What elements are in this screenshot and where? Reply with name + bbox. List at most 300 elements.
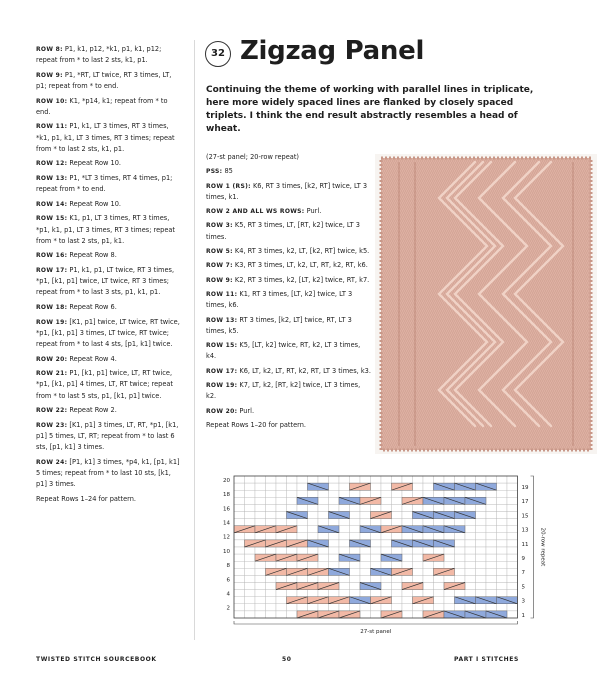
chart-cell [276, 490, 287, 497]
chart-cell [402, 476, 413, 483]
chart-cell [308, 533, 319, 540]
repeat-label: 20-row repeat [539, 527, 546, 567]
chart-cell [455, 540, 466, 547]
chart-cell [413, 590, 424, 597]
chart-cell [497, 561, 508, 568]
chart-cell [434, 561, 445, 568]
chart-cell [465, 547, 476, 554]
chart-cell [455, 590, 466, 597]
chart-cell [318, 512, 329, 519]
chart-cell [255, 476, 266, 483]
chart-cell [266, 575, 277, 582]
chart-cell [360, 490, 371, 497]
chart-cell [350, 519, 361, 526]
chart-cell [371, 490, 382, 497]
chart-cell [339, 540, 350, 547]
chart-cell [507, 512, 518, 519]
row-text: [K1, p1] 3 times, LT, RT, *p1, [k1, p1] 5 times, LT, RT; repeat from * to last 6 sts, [p1, k1] 3 times. [36, 420, 179, 452]
chart-cell [308, 504, 319, 511]
chart-cell [497, 554, 508, 561]
chart-cell [381, 497, 392, 504]
chart-cell [329, 575, 340, 582]
chart-cell [486, 476, 497, 483]
chart-cell [297, 561, 308, 568]
row-instruction [36, 158, 182, 169]
chart-cell [465, 590, 476, 597]
chart-cell [423, 483, 434, 490]
chart-cell [392, 512, 403, 519]
chart-cell [423, 547, 434, 554]
pattern-instructions [206, 152, 372, 434]
row-label: ROW 11: [36, 123, 68, 131]
chart-cell [318, 561, 329, 568]
chart-cell [455, 575, 466, 582]
chart-cell [402, 504, 413, 511]
chart-cell [392, 583, 403, 590]
chart-cell [507, 533, 518, 540]
pattern-number-badge: 32 [205, 41, 231, 67]
chart-cell [276, 533, 287, 540]
chart-cell [507, 519, 518, 526]
row-label: ROW 17: [206, 367, 238, 375]
chart-cell [266, 533, 277, 540]
chart-cell [339, 526, 350, 533]
chart-cell [486, 604, 497, 611]
chart-cell [507, 575, 518, 582]
chart-cell [318, 490, 329, 497]
chart-cell [350, 575, 361, 582]
chart-cell [497, 483, 508, 490]
chart-cell [444, 554, 455, 561]
chart-cell [276, 497, 287, 504]
chart-cell [266, 476, 277, 483]
chart-cell [465, 504, 476, 511]
row-label: ROW 2 AND ALL WS ROWS: [206, 208, 305, 216]
chart-cell [413, 490, 424, 497]
chart-cell [339, 490, 350, 497]
chart-cell [402, 554, 413, 561]
chart-cell [308, 575, 319, 582]
chart-cell [434, 604, 445, 611]
chart-cell [444, 519, 455, 526]
chart-cell [287, 490, 298, 497]
chart-cell [486, 497, 497, 504]
chart-cell [402, 597, 413, 604]
pattern-row [206, 366, 372, 377]
chart-cell [371, 476, 382, 483]
row-label: ROW 22: [36, 407, 68, 415]
chart-cell [371, 590, 382, 597]
chart-cell [392, 533, 403, 540]
chart-cell [476, 547, 487, 554]
chart-cell [465, 568, 476, 575]
row-text: K3, RT 3 times, LT, k2, LT, RT, k2, RT, k6. [234, 261, 368, 270]
chart-cell [423, 590, 434, 597]
chart-cell [476, 512, 487, 519]
chart-cell [423, 533, 434, 540]
chart-cell [339, 483, 350, 490]
chart-cell [276, 483, 287, 490]
row-text: K1, RT 3 times, [LT, k2] twice, LT 3 times, k6. [206, 289, 353, 310]
chart-cell [245, 568, 256, 575]
chart-cell [297, 519, 308, 526]
chart-cell [465, 561, 476, 568]
chart-cell [287, 590, 298, 597]
chart-cell [392, 519, 403, 526]
chart-cell [465, 476, 476, 483]
intro-paragraph: Continuing the theme of working with parallel lines in triplicate, here more widely spaced lines are flanked by closely spaced triplets. I think the end result abstractly resembles a head of wheat. [206, 85, 534, 134]
chart-cell [276, 476, 287, 483]
row-instruction [36, 354, 182, 365]
chart-cell [287, 547, 298, 554]
chart-cell [308, 519, 319, 526]
chart-cell [276, 547, 287, 554]
chart-cell [339, 561, 350, 568]
row-text: Repeat Row 10. [69, 159, 121, 168]
row-text: K4, RT 3 times, k2, LT, [k2, RT] twice, k5. [234, 247, 370, 256]
chart-cell [350, 604, 361, 611]
chart-cell [318, 504, 329, 511]
chart-cell [234, 561, 245, 568]
chart-cell [245, 547, 256, 554]
chart-cell [444, 604, 455, 611]
panel-label: 27-st panel [360, 629, 392, 635]
chart-cell [360, 561, 371, 568]
chart-cell [318, 519, 329, 526]
chart-cell [245, 561, 256, 568]
pattern-row [206, 420, 372, 431]
chart-cell [339, 519, 350, 526]
chart-cell [434, 575, 445, 582]
chart-cell [476, 575, 487, 582]
chart-cell [497, 519, 508, 526]
chart-cell [266, 497, 277, 504]
chart-cell [245, 519, 256, 526]
chart-cell [392, 561, 403, 568]
chart-cell [266, 547, 277, 554]
chart-cell [245, 597, 256, 604]
chart-cell [329, 561, 340, 568]
chart-cell [339, 476, 350, 483]
row-text: Purl. [239, 406, 255, 415]
chart-cell [339, 583, 350, 590]
chart-cell [413, 483, 424, 490]
chart-cell [255, 504, 266, 511]
row-number-left: 2 [226, 605, 230, 612]
chart-cell [245, 512, 256, 519]
chart-cell [486, 568, 497, 575]
chart-cell [392, 575, 403, 582]
chart-cell [350, 504, 361, 511]
chart-cell [371, 554, 382, 561]
chart-cell [360, 512, 371, 519]
row-number-right: 1 [521, 612, 525, 619]
chart-cell [276, 604, 287, 611]
chart-cell [245, 611, 256, 618]
row-text: P1, k1, p1, LT twice, RT 3 times, *p1, [k1, p1] twice, LT twice, RT 3 times; repeat from * to last 3 sts, p1, k1, p1. [36, 265, 175, 297]
chart-cell [245, 504, 256, 511]
chart-cell [329, 504, 340, 511]
chart-cell [497, 533, 508, 540]
row-instruction [36, 317, 182, 351]
row-text: P1, k1, LT 3 times, RT 3 times, *k1, p1, k1, LT 3 times, RT 3 times; repeat from * to last 2 sts, k1, p1. [36, 122, 175, 153]
chart-cell [371, 519, 382, 526]
chart-cell [266, 490, 277, 497]
chart-cell [455, 568, 466, 575]
chart-cell [350, 533, 361, 540]
chart-cell [497, 604, 508, 611]
pattern-row [206, 275, 372, 286]
chart-cell [423, 519, 434, 526]
chart-cell [465, 604, 476, 611]
chart-cell [434, 490, 445, 497]
row-text: Repeat Row 2. [69, 406, 117, 415]
chart-cell [255, 597, 266, 604]
chart-cell [318, 533, 329, 540]
chart-cell [423, 568, 434, 575]
row-text: K6, RT 3 times, [k2, RT] twice, LT 3 times, k1. [206, 181, 368, 201]
row-label: ROW 20: [206, 407, 238, 415]
row-label: ROW 8: [36, 46, 63, 53]
chart-cell [465, 583, 476, 590]
chart-cell [297, 476, 308, 483]
row-text: Repeat Row 10. [69, 199, 121, 208]
chart-cell [255, 568, 266, 575]
chart-cell [402, 490, 413, 497]
chart-cell [486, 554, 497, 561]
chart-cell [507, 561, 518, 568]
chart-cell [245, 476, 256, 483]
chart-cell [507, 497, 518, 504]
chart-cell [476, 490, 487, 497]
chart-cell [266, 519, 277, 526]
chart-cell [350, 590, 361, 597]
chart-cell [255, 533, 266, 540]
chart-cell [476, 604, 487, 611]
chart-cell [360, 604, 371, 611]
row-label: ROW 1 (RS): [206, 182, 251, 190]
chart-cell [350, 583, 361, 590]
row-text: P1, [k1, p1] twice, LT, RT twice, *p1, [k1, p1] 4 times, LT, RT twice; repeat from * to last 5 sts, p1, [k1, p1] twice. [36, 369, 174, 400]
chart-cell [308, 590, 319, 597]
chart-cell [308, 512, 319, 519]
chart-cell [297, 483, 308, 490]
repeat-bracket [531, 476, 534, 618]
chart-cell [476, 583, 487, 590]
pattern-row [206, 206, 372, 217]
row-instruction [36, 121, 182, 155]
chart-cell [371, 533, 382, 540]
chart-cell [287, 519, 298, 526]
row-number-right: 3 [521, 598, 525, 605]
chart-cell [329, 554, 340, 561]
chart-cell [392, 497, 403, 504]
chart-cell [465, 533, 476, 540]
chart-cell [308, 561, 319, 568]
chart-cell [255, 611, 266, 618]
chart-cell [350, 512, 361, 519]
chart-cell [339, 547, 350, 554]
chart-cell [413, 476, 424, 483]
chart-cell [507, 547, 518, 554]
chart-cell [245, 490, 256, 497]
chart-cell [329, 483, 340, 490]
chart-cell [297, 590, 308, 597]
chart-cell [360, 611, 371, 618]
chart-cell [381, 540, 392, 547]
chart-cell [276, 575, 287, 582]
chart-cell [497, 547, 508, 554]
chart-cell [497, 526, 508, 533]
chart-cell [423, 476, 434, 483]
chart-cell [444, 590, 455, 597]
pattern-row [206, 315, 372, 338]
chart-cell [434, 547, 445, 554]
row-text: 85 [224, 167, 233, 176]
chart-cell [371, 540, 382, 547]
chart-cell [318, 575, 329, 582]
chart-cell [329, 490, 340, 497]
chart-cell [476, 526, 487, 533]
chart-cell [444, 504, 455, 511]
chart-cell [318, 554, 329, 561]
chart-cell [434, 504, 445, 511]
chart-cell [245, 583, 256, 590]
chart-cell [402, 575, 413, 582]
chart-cell [234, 568, 245, 575]
row-label: ROW 18: [36, 303, 68, 311]
chart-cell [392, 590, 403, 597]
chart-cell [360, 476, 371, 483]
panel-bracket [234, 621, 518, 624]
chart-cell [413, 575, 424, 582]
chart-cell [329, 604, 340, 611]
chart-cell [381, 476, 392, 483]
chart-cell [339, 604, 350, 611]
chart-cell [308, 604, 319, 611]
knitting-chart [200, 470, 560, 644]
chart-cell [266, 504, 277, 511]
chart-cell [234, 490, 245, 497]
chart-cell [434, 590, 445, 597]
row-label: PSS: [206, 168, 223, 176]
chart-cell [497, 540, 508, 547]
chart-cell [381, 533, 392, 540]
chart-cell [234, 540, 245, 547]
row-label: ROW 24: [36, 458, 68, 466]
chart-cell [455, 547, 466, 554]
knitted-swatch-photo [375, 154, 597, 454]
row-label: ROW 16: [36, 252, 68, 260]
chart-cell [360, 568, 371, 575]
chart-cell [371, 604, 382, 611]
row-number-right: 7 [521, 570, 525, 577]
chart-cell [297, 604, 308, 611]
row-label: ROW 13: [36, 174, 68, 182]
chart-cell [455, 490, 466, 497]
chart-cell [329, 533, 340, 540]
row-text: K5, RT 3 times, LT, [RT, k2] twice, LT 3 times. [206, 221, 361, 241]
chart-cell [444, 490, 455, 497]
chart-cell [360, 533, 371, 540]
chart-cell [297, 490, 308, 497]
pattern-row [206, 289, 372, 312]
chart-cell [486, 590, 497, 597]
row-text: K7, LT, k2, [RT, k2] twice, LT 3 times, k2. [206, 381, 361, 401]
chart-cell [486, 583, 497, 590]
chart-cell [465, 519, 476, 526]
chart-cell [234, 497, 245, 504]
chart-cell [455, 476, 466, 483]
row-text: Repeat Rows 1–24 for pattern. [36, 494, 137, 503]
chart-cell [350, 490, 361, 497]
chart-cell [381, 604, 392, 611]
column-divider [194, 40, 195, 640]
chart-cell [276, 504, 287, 511]
row-text: Repeat Rows 1–20 for pattern. [206, 420, 307, 429]
row-text: K2, RT 3 times, k2, [LT, k2] twice, RT, k7. [234, 275, 370, 284]
chart-cell [402, 512, 413, 519]
chart-cell [350, 561, 361, 568]
chart-cell [476, 561, 487, 568]
row-label: ROW 11: [206, 290, 238, 298]
row-label: ROW 12: [36, 160, 68, 168]
chart-cell [287, 575, 298, 582]
chart-cell [308, 526, 319, 533]
row-number-left: 4 [226, 591, 230, 598]
chart-cell [255, 497, 266, 504]
chart-cell [350, 526, 361, 533]
row-text: [P1, k1] 3 times, *p4, k1, [p1, k1] 5 times; repeat from * to last 10 sts, [k1, p1] 3 times. [36, 457, 180, 489]
chart-cell [329, 476, 340, 483]
chart-cell [413, 554, 424, 561]
chart-cell [434, 583, 445, 590]
chart-cell [381, 575, 392, 582]
chart-cell [497, 512, 508, 519]
chart-cell [371, 561, 382, 568]
chart-cell [266, 590, 277, 597]
chart-cell [476, 533, 487, 540]
row-label: ROW 17: [36, 266, 68, 274]
chart-cell [423, 561, 434, 568]
row-instruction [36, 213, 182, 247]
row-number-left: 8 [226, 563, 230, 570]
chart-cell [276, 590, 287, 597]
chart-cell [413, 533, 424, 540]
chart-cell [381, 547, 392, 554]
row-label: ROW 20: [36, 355, 68, 363]
row-number-left: 10 [223, 548, 230, 555]
chart-cell [287, 497, 298, 504]
row-instruction [36, 96, 182, 118]
chart-cell [507, 504, 518, 511]
chart-cell [255, 490, 266, 497]
row-label: ROW 5: [206, 248, 233, 256]
chart-cell [413, 504, 424, 511]
chart-cell [245, 590, 256, 597]
chart-cell [465, 490, 476, 497]
chart-cell [245, 533, 256, 540]
chart-cell [392, 490, 403, 497]
chart-cell [318, 590, 329, 597]
chart-cell [476, 519, 487, 526]
chart-cell [308, 547, 319, 554]
chart-cell [476, 568, 487, 575]
row-number-right: 13 [521, 527, 529, 534]
chart-cell [371, 611, 382, 618]
row-number-right: 11 [521, 541, 529, 548]
chart-cell [444, 533, 455, 540]
